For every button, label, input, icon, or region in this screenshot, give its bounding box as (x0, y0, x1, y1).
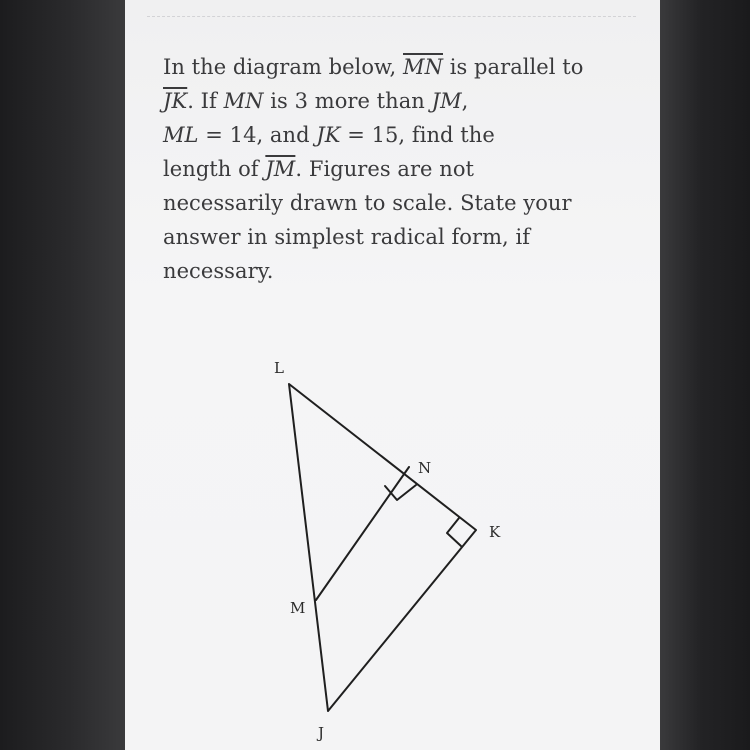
right-bezel (660, 0, 750, 750)
vertex-label-k: K (489, 523, 501, 541)
segment-jk-length: JK (316, 123, 341, 147)
segment-jm-length: JM (431, 89, 462, 113)
question-text-segment: is parallel to (443, 55, 584, 79)
segment-jm: $\overline{JM}$ (265, 157, 296, 181)
right-angle-marker-n (385, 485, 416, 500)
triangle-ljk (289, 384, 476, 711)
vertex-label-l: L (274, 359, 284, 377)
question-text-segment: is 3 more than (263, 89, 432, 113)
question-line-7: necessary. (163, 259, 274, 283)
vertex-label-j: J (318, 724, 325, 742)
question-text-segment: length of (163, 157, 266, 181)
question-text-segment: , (461, 89, 469, 113)
segment-ml-length: ML (163, 123, 199, 147)
question-text-segment: In the diagram below, (163, 55, 397, 79)
segment-jk: $\overline{JK}$ (163, 89, 188, 113)
question-text-segment: = 14, and (198, 123, 317, 147)
triangle-diagram (125, 0, 660, 750)
question-text-segment: . Figures are not (295, 157, 475, 181)
right-angle-marker-k (447, 518, 461, 546)
question-line-6: answer in simplest radical form, if (163, 225, 531, 249)
vertex-label-n: N (418, 459, 432, 477)
left-bezel (0, 0, 125, 750)
question-text-segment: = 15, find the (340, 123, 495, 147)
question-card (125, 0, 660, 750)
segment-mn: $\overline{MN}$ (403, 55, 443, 79)
question-line-5: necessarily drawn to scale. State your (163, 191, 572, 215)
segment-mn-line (316, 467, 409, 600)
segment-mn-length: MN (223, 89, 264, 113)
vertex-label-m: M (290, 599, 306, 617)
question-text-segment: . If (187, 89, 224, 113)
